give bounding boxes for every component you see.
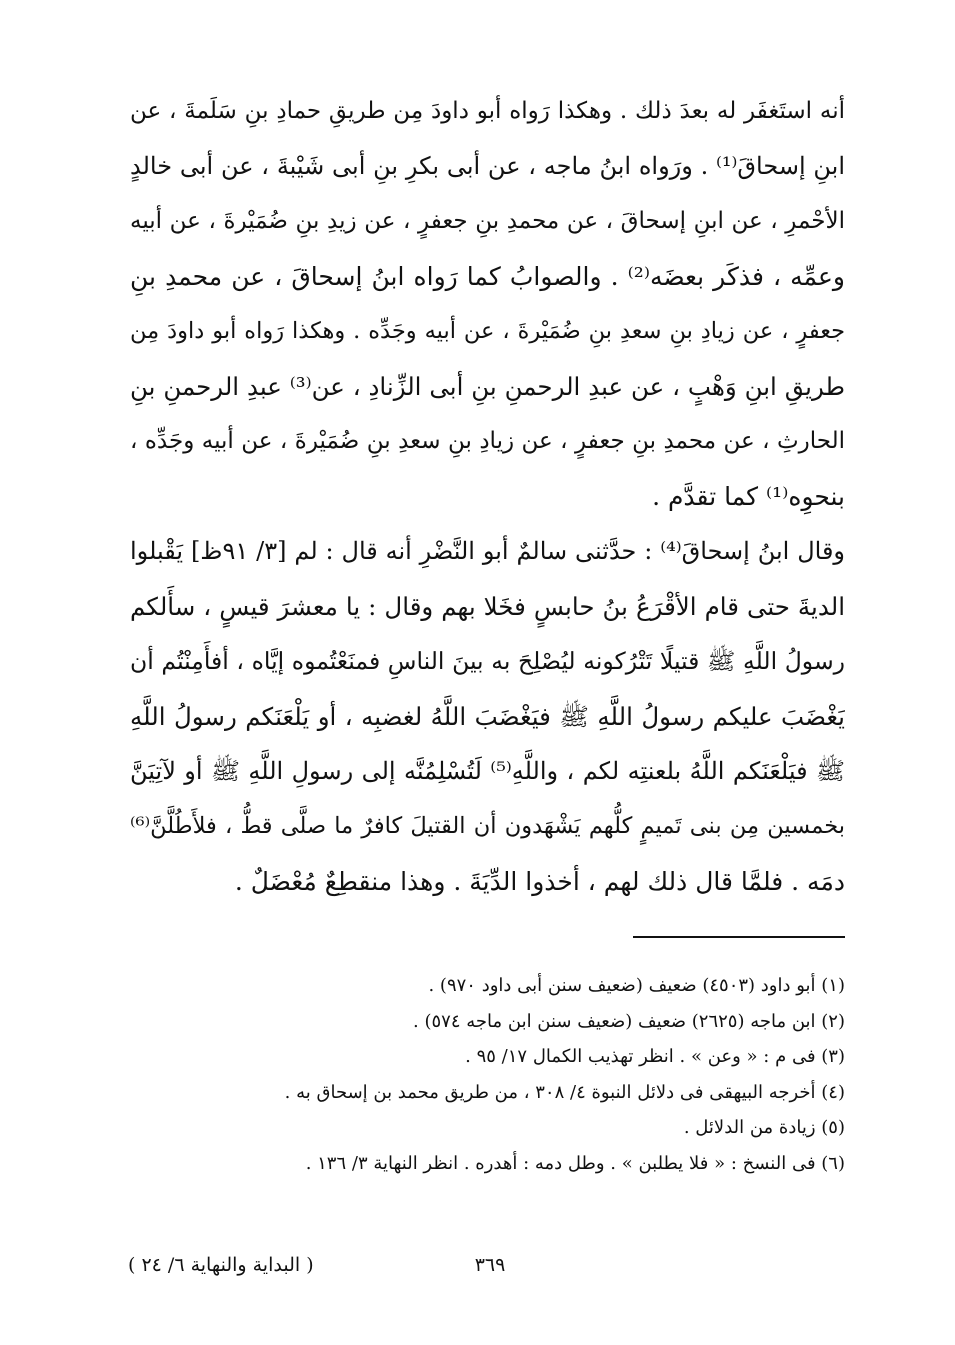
footnote: (٣) فى م : « وعن » . انظر تهذيب الكمال ١٧/ ٩٥ . [465, 1046, 845, 1067]
text-line: وقال ابنُ إسحاقَ⁽⁴⁾ : حدَّثنى سالمٌ أبو النَّضْرِ أنه قال : لم [٣/ ٩١ظ] يَقْبلوا [130, 537, 845, 565]
text-line: دمَه . فلمَّا قال ذلك لهم ، أخذوا الدِّيَةَ . وهذا منقطِعٌ مُعْضَلٌ . [234, 867, 845, 896]
text-line: رسولُ اللَّهِ ﷺ قتيلًا تَتْرُكونه ليُصْلِحَ به بينَ الناسِ فمنَعْتُموه إيَّاه ، أفأَمِنْتُم أن [130, 647, 845, 675]
footnote: (٤) أخرجه البيهقى فى دلائل النبوة ٤/ ٣٠٨ ، من طريق محمد بن إسحاق به . [284, 1081, 845, 1103]
text-line: بنحوِه⁽¹⁾ كما تقدَّم . [652, 482, 845, 511]
paragraph-1 [130, 84, 845, 524]
page-number: ٣٦٩ [474, 1254, 506, 1276]
text-line: الحارثِ ، عن محمدِ بنِ جعفرٍ ، عن زيادِ بنِ سعدِ بنِ ضُمَيْرةَ ، عن أبيه وجَدِّه ، [130, 428, 845, 454]
text-line: الأحْمرِ ، عن ابنِ إسحاقَ ، عن محمدِ بنِ جعفرٍ ، عن زيدِ بنِ ضُمَيْرةَ ، عن أبيه [130, 208, 845, 234]
text-line: جعفرٍ ، عن زيادِ بنِ سعدِ بنِ ضُمَيْرةَ ، عن أبيه وجَدِّه . وهكذا رَواه أبو داودَ مِن [130, 318, 845, 344]
text-line: بخمسين مِن بنى تَميمٍ كلُّهم يَشْهَدون أن القتيلَ كافرٌ ما صلَّى قطُّ ، فلأَطُلَّنَّ⁽⁶⁾ [130, 813, 845, 839]
text-line: الديةَ حتى قام الأقْرَعُ بنُ حابسٍ فخَلا بهم وقال : يا معشرَ قيسٍ ، سأَلكم [130, 592, 845, 621]
running-title: ( البداية والنهاية ٦/ ٢٤ ) [128, 1254, 314, 1276]
text-line: ﷺ فيَلْعَنَكم اللَّهُ بلعنتِه لكم ، واللَّهِ⁽⁵⁾ لَتُسْلِمُنَّه إلى رسولِ اللَّهِ ﷺ أو لآتِيَنَّ [130, 757, 845, 785]
text-line: وعمِّه ، فذكَر بعضَه⁽²⁾ . والصوابُ كما رَواه ابنُ إسحاقَ ، عن محمدِ بنِ [130, 262, 845, 291]
footnote: (٦) فى النسخ : « فلا يطلبن » . وطل دمه : أهدره . انظر النهاية ٣/ ١٣٦ . [305, 1152, 845, 1174]
footnote: (٥) زيادة من الدلائل . [683, 1117, 845, 1138]
text-line: يَغْضَبَ عليكم رسولُ اللَّهِ ﷺ فيَغْضَبَ اللَّهُ لغضبِه ، أو يَلْعَنَكم رسولُ اللَّهِ [130, 702, 845, 731]
text-line: طريقِ ابنِ وَهْبٍ ، عن عبدِ الرحمنِ بنِ أبى الزِّنادِ ، عن⁽³⁾ عبدِ الرحمنِ بنِ [130, 372, 845, 401]
text-line: أنه استَغفَر له بعدَ ذلك . وهكذا رَواه أبو داودَ مِن طريقِ حمادِ بنِ سَلَمةَ ، عن [130, 98, 845, 124]
paragraph-2 [130, 524, 845, 909]
footnote: (١) أبو داود (٤٥٠٣) ضعيف (ضعيف سنن أبى داود ٩٧٠) . [428, 975, 845, 996]
text-line: ابنِ إسحاقَ⁽¹⁾ . ورَواه ابنُ ماجه ، عن أبى بكرِ بنِ أبى شَيْبةَ ، عن أبى خالدٍ [130, 152, 845, 180]
footnote-separator [633, 936, 845, 938]
footnotes [130, 968, 845, 1181]
footnote: (٢) ابن ماجه (٢٦٢٥) ضعيف (ضعيف سنن ابن ماجه ٥٧٤) . [413, 1010, 845, 1032]
